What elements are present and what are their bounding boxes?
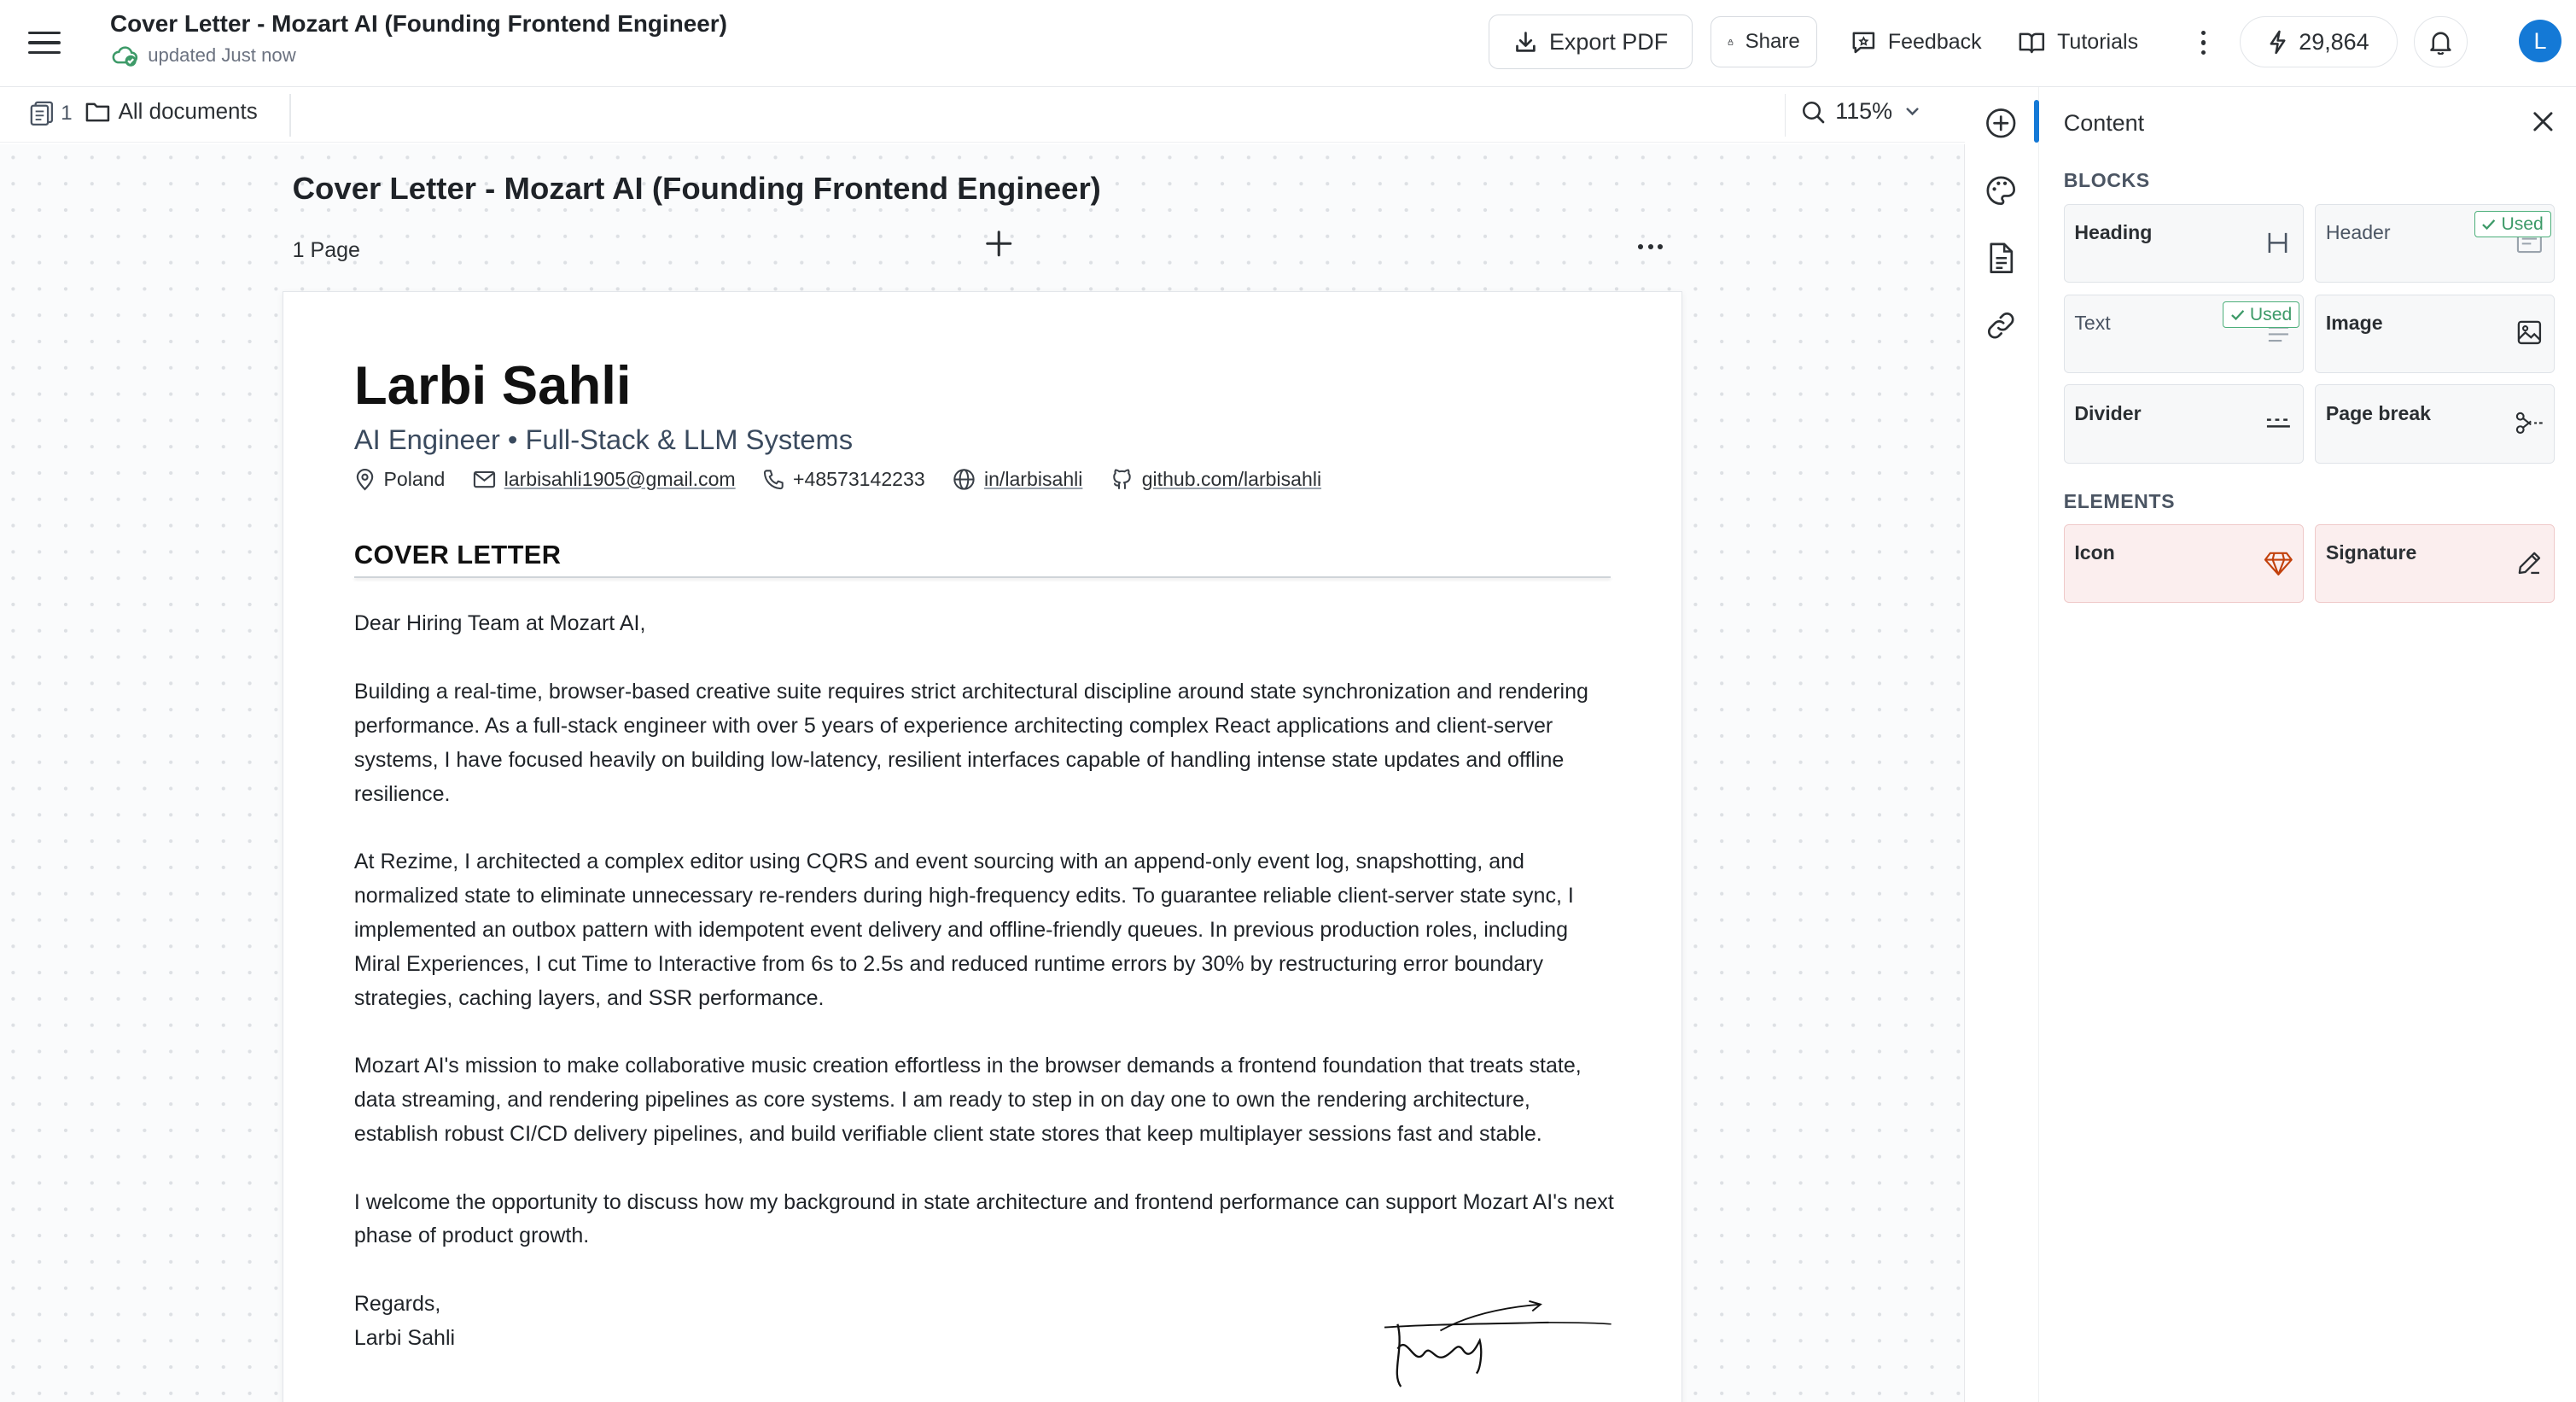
block-page-break[interactable]: [2315, 384, 2555, 463]
block-text[interactable]: [2064, 295, 2304, 373]
block-header-label: Header: [2325, 220, 2391, 243]
toolbar-divider: [289, 94, 291, 137]
contact-github[interactable]: [1110, 468, 1321, 491]
panel-title: Content: [2063, 109, 2145, 136]
map-pin-icon: [354, 468, 376, 491]
contact-linkedin[interactable]: [953, 468, 1082, 491]
download-icon: [1513, 30, 1538, 55]
pen-icon: [2515, 548, 2544, 578]
lock-icon: [1728, 31, 1734, 54]
all-documents-label: All documents: [118, 98, 258, 125]
notifications-bell-icon[interactable]: [2414, 16, 2468, 67]
active-rail-indicator: [2034, 100, 2039, 143]
add-content-icon[interactable]: [1983, 105, 2019, 141]
globe-icon: [953, 468, 976, 491]
canvas-document-title[interactable]: Cover Letter - Mozart AI (Founding Frontend Engineer): [292, 171, 1101, 207]
used-badge-label: Used: [2249, 304, 2293, 324]
block-text-label: Text: [2074, 311, 2111, 334]
applicant-name[interactable]: Larbi Sahli: [353, 354, 632, 416]
page-more-options-icon[interactable]: [1638, 240, 1674, 253]
checkmark-icon: [2230, 308, 2245, 321]
letter-paragraph: Mozart AI's mission to make collaborative music creation effortless in the browser demands a frontend foundation that treats state, data streaming, and rendering pipelines as core systems. I am ready to step in on day one to own the rendering architecture, establish robust CI/CD delivery pipelines, and build verifiable client state stores that keep multiplayer sessions fast and stable.: [353, 1054, 1582, 1146]
linkedin-link[interactable]: in/larbisahli: [983, 467, 1083, 490]
letter-closing: Regards,: [353, 1292, 441, 1317]
page-count: 1 Page: [292, 238, 360, 263]
github-icon: [1110, 468, 1134, 491]
tutorials-label: Tutorials: [2057, 29, 2139, 54]
top-bar: [0, 0, 2576, 87]
zoom-level: 115%: [1835, 98, 1893, 125]
used-badge-label: Used: [2501, 213, 2544, 234]
applicant-role[interactable]: AI Engineer • Full-Stack & LLM Systems: [353, 423, 854, 455]
contact-location: [354, 468, 446, 491]
feedback-icon: [1850, 30, 1877, 55]
block-image[interactable]: [2315, 295, 2555, 373]
letter-paragraph: At Rezime, I architected a complex editor using CQRS and event sourcing with an append-only event log, snapshotting, and normalized state to eliminate unnecessary re-renders during high-frequency edits. To guarantee reliable client-server state sync, I implemented an outbox pattern with idempotent event delivery and offline-friendly queues. In previous production roles, including Miral Experiences, I cut Time to Interactive from 6s to 2.5s and reduced runtime errors by 30% by restructuring error boundary strategies, caching layers, and SSR performance.: [353, 850, 1574, 1010]
mail-icon: [473, 470, 496, 489]
element-icon[interactable]: [2064, 524, 2304, 603]
content-panel: [2041, 87, 2576, 1402]
editor-canvas: [0, 144, 1965, 1402]
book-icon: [2018, 31, 2046, 54]
document-title[interactable]: Cover Letter - Mozart AI (Founding Frontend Engineer): [109, 9, 727, 37]
share-label: Share: [1745, 30, 1800, 54]
lightning-icon: [2268, 30, 2288, 55]
tool-rail: [1967, 87, 2039, 1402]
letter-signoff: Larbi Sahli: [353, 1326, 456, 1351]
close-icon[interactable]: [2530, 108, 2556, 135]
chevron-down-icon: [1903, 102, 1922, 121]
phone-icon: [763, 469, 784, 490]
letter-body[interactable]: [354, 607, 1619, 1356]
phone-text: +48573142233: [793, 467, 925, 490]
section-divider: [354, 576, 1611, 578]
save-status-text: updated Just now: [148, 44, 296, 67]
add-page-plus-icon[interactable]: [982, 227, 1016, 260]
hamburger-menu-icon[interactable]: [26, 25, 62, 61]
user-avatar[interactable]: L: [2519, 20, 2561, 62]
credits-button[interactable]: [2240, 16, 2398, 67]
checkmark-icon: [2481, 218, 2496, 231]
search-icon: [1801, 100, 1826, 125]
section-heading[interactable]: COVER LETTER: [353, 540, 562, 570]
more-options-icon[interactable]: [2187, 23, 2220, 62]
letter-paragraph: I welcome the opportunity to discuss how my background in state architecture and frontend performance can support Mozart AI's next phase of product growth.: [353, 1189, 1614, 1248]
element-signature-label: Signature: [2325, 541, 2417, 564]
all-documents-link[interactable]: [85, 98, 258, 125]
cloud-check-icon: [112, 44, 138, 67]
divider-icon: [2264, 408, 2293, 438]
element-icon-label: Icon: [2074, 541, 2115, 564]
tutorials-button[interactable]: [2002, 16, 2155, 67]
toolbar-divider: [1785, 94, 1786, 137]
credits-count: 29,864: [2299, 28, 2369, 55]
pages-count-value: 1: [61, 101, 73, 125]
blocks-section-label: BLOCKS: [2063, 169, 2150, 192]
block-divider[interactable]: [2064, 384, 2304, 463]
block-page-break-label: Page break: [2325, 401, 2432, 424]
letter-greeting: Dear Hiring Team at Mozart AI,: [353, 611, 646, 636]
document-page[interactable]: [283, 291, 1682, 1402]
palette-icon[interactable]: [1983, 172, 2019, 208]
element-signature[interactable]: [2315, 524, 2555, 603]
folder-icon: [85, 101, 110, 122]
block-header[interactable]: [2315, 204, 2555, 283]
location-text: Poland: [383, 467, 446, 490]
pages-icon: [28, 100, 56, 126]
handwritten-signature[interactable]: [1384, 1275, 1615, 1390]
email-link[interactable]: larbisahli1905@gmail.com: [504, 467, 736, 490]
used-badge: [2474, 211, 2551, 237]
used-badge: [2223, 301, 2299, 328]
export-pdf-button[interactable]: [1489, 15, 1693, 69]
scissors-icon: [2515, 408, 2544, 438]
heading-h-icon: [2264, 228, 2293, 258]
zoom-control[interactable]: [1801, 98, 1922, 125]
document-settings-icon[interactable]: [1983, 240, 2019, 276]
share-button[interactable]: [1711, 16, 1817, 67]
block-heading-label: Heading: [2074, 220, 2153, 243]
feedback-label: Feedback: [1887, 29, 1982, 54]
elements-section-label: ELEMENTS: [2063, 489, 2176, 512]
contact-email[interactable]: [473, 468, 736, 491]
diamond-gem-icon: [2264, 548, 2293, 578]
github-link[interactable]: github.com/larbisahli: [1141, 467, 1322, 490]
feedback-button[interactable]: [1833, 16, 1998, 67]
letter-paragraph: Building a real-time, browser-based creative suite requires strict architectural discipline around state synchronization and rendering performance. As a full-stack engineer with over 5 years of experience architecting complex React applications and client-server systems, I have focused heavily on building low-latency, resilient interfaces capable of handling intense state updates and offline resilience.: [353, 679, 1588, 806]
link-icon[interactable]: [1983, 307, 2019, 343]
contact-line: [354, 468, 1349, 491]
image-icon: [2515, 318, 2544, 348]
save-status: [112, 44, 296, 67]
block-divider-label: Divider: [2074, 401, 2142, 424]
block-heading[interactable]: [2064, 204, 2304, 283]
document-toolbar: [0, 87, 1965, 143]
export-pdf-label: Export PDF: [1548, 28, 1669, 55]
block-image-label: Image: [2325, 311, 2383, 334]
contact-phone: [763, 468, 924, 491]
pages-toggle[interactable]: [28, 100, 73, 126]
